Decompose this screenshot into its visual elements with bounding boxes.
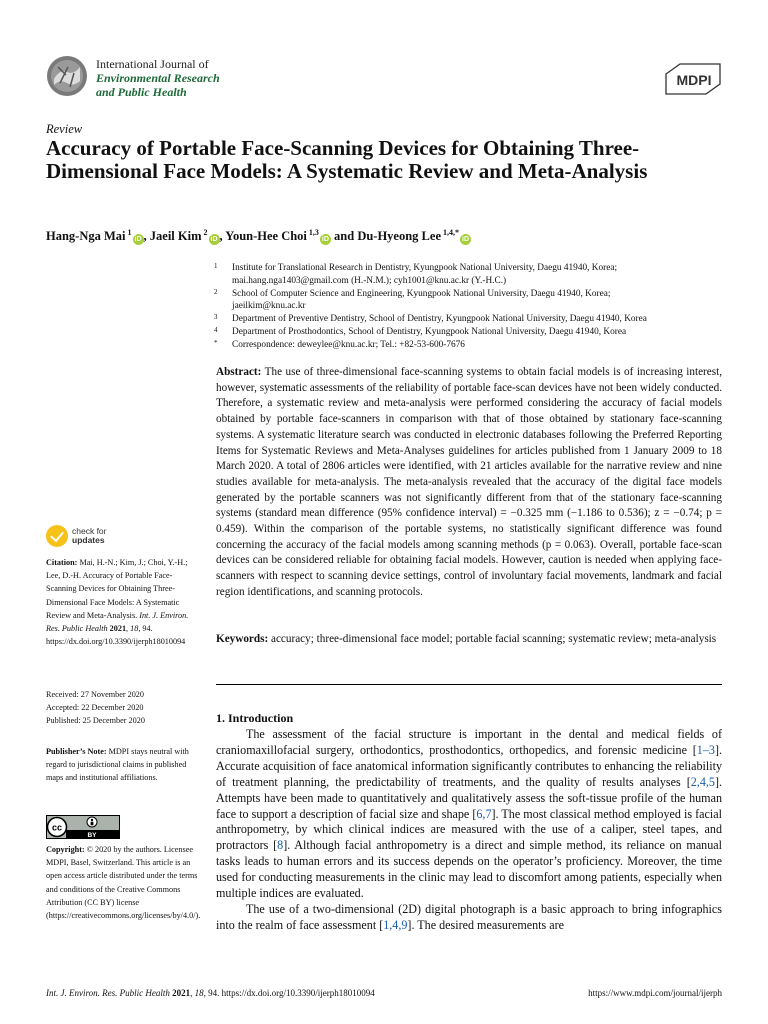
check-updates-line1: check for xyxy=(72,526,107,536)
author-name: Youn-Hee Choi xyxy=(225,229,307,244)
affiliation-line xyxy=(214,339,734,352)
citation-doi[interactable]: , 94. https://dx.doi.org/10.3390/ijerph18010094 xyxy=(46,624,186,647)
mdpi-logo-icon xyxy=(664,62,724,96)
affiliation-mark: 1 xyxy=(214,262,218,270)
citation-link[interactable]: 8 xyxy=(277,838,284,853)
body-text: The use of a two-dimensional (2D) digital photograph is a basic approach to bring infographics into the realm of face assessment [ xyxy=(216,901,722,932)
affiliation-text: Department of Preventive Dentistry, School of Dentistry, Kyungpook National University, Daegu 41940, Korea xyxy=(232,314,647,325)
affiliation-text: Department of Prosthodontics, School of Dentistry, Kyungpook National University, Daegu 41940, Korea xyxy=(232,326,627,337)
affiliation-text: Institute for Translational Research in Dentistry, Kyungpook National University, Daegu 41940, Korea; xyxy=(232,263,618,273)
orcid-icon[interactable]: iD xyxy=(321,236,329,244)
journal-name-line1: Environmental Research xyxy=(96,71,220,85)
author-name: Du-Hyeong Lee xyxy=(357,229,441,244)
author-separator: , xyxy=(143,229,150,244)
citation-text: Mai, H.-N.; Kim, J.; Choi, Y.-H.; Lee, D.-H. Accuracy of Portable Face-Scanning Devices for Obtaining Three-Dimensional Face Models: A Systematic Review and Meta-Analysis. xyxy=(46,558,188,620)
citation-volume: 18 xyxy=(130,624,139,634)
citation-link[interactable]: 6,7 xyxy=(476,806,492,821)
cc-by-license-icon[interactable] xyxy=(46,815,120,839)
author-name: Jaeil Kim xyxy=(149,229,202,244)
affiliation-mark: 4 xyxy=(214,325,218,334)
body-text: ]. Attempts have been made to quantitatively and qualitatively assess the soft-tissue profile of the human face to support a description of facial size and shape [ xyxy=(216,774,722,821)
citation-link[interactable]: 2,4,5 xyxy=(690,774,715,789)
publisher-note-label: Publisher’s Note: xyxy=(46,747,107,756)
introduction-body xyxy=(216,727,722,934)
copyright-text: © 2020 by the authors. Licensee MDPI, Basel, Switzerland. This article is an open access article distributed under the terms and conditions of the Creative Commons Attribution (CC BY) license (https://creativecommons.org/licenses/by/4.0/). xyxy=(46,845,201,921)
article-type: Review xyxy=(46,122,83,136)
author-affiliation-mark: 1,3 xyxy=(306,228,319,237)
author-name: Hang-Nga Mai xyxy=(46,229,126,244)
abstract-text: The use of three-dimensional face-scanning systems to obtain facial models is of increasing interest, however, systematic assessments of the reliability of portable face-scan devices have not been widely conducted. Therefore, a systematic review and meta-analysis were performed considering the accuracy of facial models obtained by portable face-scanners in comparison with that of those obtained by stationary face-scanning systems. A systematic literature search was conducted in electronic databases following the Preferred Reporting Items for Systematic Reviews and Meta-Analyses guidelines for articles published from 1 January 2009 to 18 March 2020. A total of 2806 articles were identified, with 21 articles available for the narrative review and nine studies available for meta-analysis. The meta-analysis revealed that the accuracy of the digital face models generated by the portable scanners was not significantly different from that of the stationary face-scanning systems (standard mean difference (95% confidence interval) = −0.325 mm (−1.186 to 0.536); z = −0.74; p = 0.459). Within the comparison of the portable systems, no statistically significant difference was found concerning the accuracy of the facial models among scanning methods (p = 0.063). Overall, portable face-scan devices can be considered reliable for obtaining facial models. However, caution is needed when applying face-scanners with respect to scanning device settings, control of involuntary facial movements, landmark and facial region identifications, and scanning protocols. xyxy=(216,366,722,598)
journal-name-line0: International Journal of xyxy=(96,57,209,71)
footer-citation: Int. J. Environ. Res. Public Health 2021, 18, 94. https://dx.doi.org/10.3390/ijerph18010094 xyxy=(46,988,375,998)
citation-journal: Int. J. Environ. Res. Public Health xyxy=(46,610,189,634)
cc-by-label: BY xyxy=(87,832,97,839)
body-text: ]. Although facial anthropometry is a direct and simple method, its reliance on manual tasks leads to human errors and its success depends on the operator’s proficiency. Moreover, the time used for conducting measurements in the clinic may lead to discomfort among patients, especially when multiple indices are evaluated. xyxy=(216,838,723,901)
copyright-label: Copyright: xyxy=(46,845,85,854)
orcid-icon[interactable]: iD xyxy=(462,236,469,244)
article-title: Accuracy of Portable Face-Scanning Devices for Obtaining Three-Dimensional Face Models: A Systematic Review and Meta-Analysis xyxy=(46,136,648,183)
check-updates-line2: updates xyxy=(72,535,105,545)
journal-name-line2: and Public Health xyxy=(96,85,187,99)
citation-link[interactable]: 1–3 xyxy=(696,742,715,757)
author-affiliation-mark: 1 xyxy=(125,228,132,237)
affiliation-line xyxy=(214,313,734,326)
mdpi-logo-text: MDPI xyxy=(676,72,712,88)
affiliation-text: jaeilkim@knu.ac.kr xyxy=(232,301,306,312)
author-separator: , xyxy=(219,229,226,244)
body-text: ]. The most classical method employed is facial anthropometry, by which clinical indices are measured with the use of a caliper, steel tapes, and protractors [ xyxy=(216,806,722,853)
footer-doi[interactable]: , 94. https://dx.doi.org/10.3390/ijerph18010094 xyxy=(203,988,375,998)
abstract xyxy=(216,365,722,601)
dates-block xyxy=(46,688,198,728)
orcid-icon[interactable]: iD xyxy=(134,236,142,244)
body-text: ]. The desired measurements are xyxy=(407,917,565,932)
affiliation-mark: 3 xyxy=(214,313,218,322)
affiliation-mark: * xyxy=(214,338,218,347)
paragraph xyxy=(216,727,722,902)
author-list xyxy=(46,228,736,245)
affiliation-line xyxy=(214,275,734,288)
section-heading: 1. Introduction xyxy=(216,711,294,725)
affiliation-text: mai.hang.nga1403@gmail.com (H.-N.M.); cyh1001@knu.ac.kr (Y.-H.C.) xyxy=(232,275,507,286)
check-for-updates-button[interactable] xyxy=(46,525,146,549)
affiliation-line xyxy=(214,300,734,313)
citation-year: 2021 xyxy=(109,624,127,634)
publisher-note xyxy=(46,745,198,785)
received-date: Received: 27 November 2020 xyxy=(46,690,144,699)
section-divider xyxy=(216,684,722,685)
keywords-text: accuracy; three-dimensional face model; portable facial scanning; systematic review; meta-analysis xyxy=(271,633,717,645)
affiliation-line xyxy=(214,326,734,339)
published-date: Published: 25 December 2020 xyxy=(46,716,145,726)
footer-volume: 18 xyxy=(194,988,204,998)
author-affiliation-mark: 1,4,* xyxy=(441,228,459,237)
body-text: The assessment of the facial structure is important in the dental and medical fields of craniomaxillofacial surgery, orthodontics, prosthodontics, orthopedics, and forensic medicine [ xyxy=(216,727,722,757)
keywords xyxy=(216,632,722,648)
author-affiliation-mark: 2 xyxy=(201,228,208,237)
copyright-block xyxy=(46,843,201,922)
abstract-label: Abstract: xyxy=(216,366,262,378)
citation-block: Citation: Mai, H.-N.; Kim, J.; Choi, Y.-H.; Lee, D.-H. Accuracy of Portable Face-Scanning Devices for Obtaining Three-Dimensional Face Models: A Systematic Review and Meta-Analysis. Int. J. Environ. Res. Public Health 2021, 18, 94. https://dx.doi.org/10.3390/ijerph18010094 xyxy=(46,558,189,647)
orcid-icon[interactable]: iD xyxy=(210,236,218,244)
journal-logo-icon xyxy=(46,55,88,97)
footer-journal-url[interactable]: https://www.mdpi.com/journal/ijerph xyxy=(588,988,722,998)
check-updates-label xyxy=(72,527,107,545)
citation-label: Citation: xyxy=(46,558,78,567)
check-updates-icon xyxy=(46,525,68,547)
affiliations xyxy=(214,262,734,352)
affiliation-text: School of Computer Science and Engineering, Kyungpook National University, Daegu 41940, Korea; xyxy=(232,288,611,299)
affiliation-line xyxy=(214,288,734,301)
citation-link[interactable]: 1,4,9 xyxy=(383,917,408,932)
affiliation-text: Correspondence: deweylee@knu.ac.kr; Tel.: +82-53-600-7676 xyxy=(232,339,465,350)
cc-label: cc xyxy=(51,822,63,833)
paragraph xyxy=(216,902,722,934)
keywords-label: Keywords: xyxy=(216,633,269,645)
body-text: ]. Accurate acquisition of face anatomical information significantly contributes to enhancing the reliability of treatment planning, the predictability of treatments, and the quality of results analyses [ xyxy=(216,742,722,789)
footer-journal: Int. J. Environ. Res. Public Health xyxy=(46,988,170,998)
journal-name xyxy=(96,57,220,99)
footer-year: 2021 xyxy=(172,988,191,998)
author-separator: and xyxy=(330,229,358,244)
publisher-note-text: MDPI stays neutral with regard to jurisdictional claims in published maps and institutional affiliations. xyxy=(46,747,189,783)
accepted-date: Accepted: 22 December 2020 xyxy=(46,703,144,713)
affiliation-line xyxy=(214,262,734,275)
affiliation-mark: 2 xyxy=(214,287,218,296)
